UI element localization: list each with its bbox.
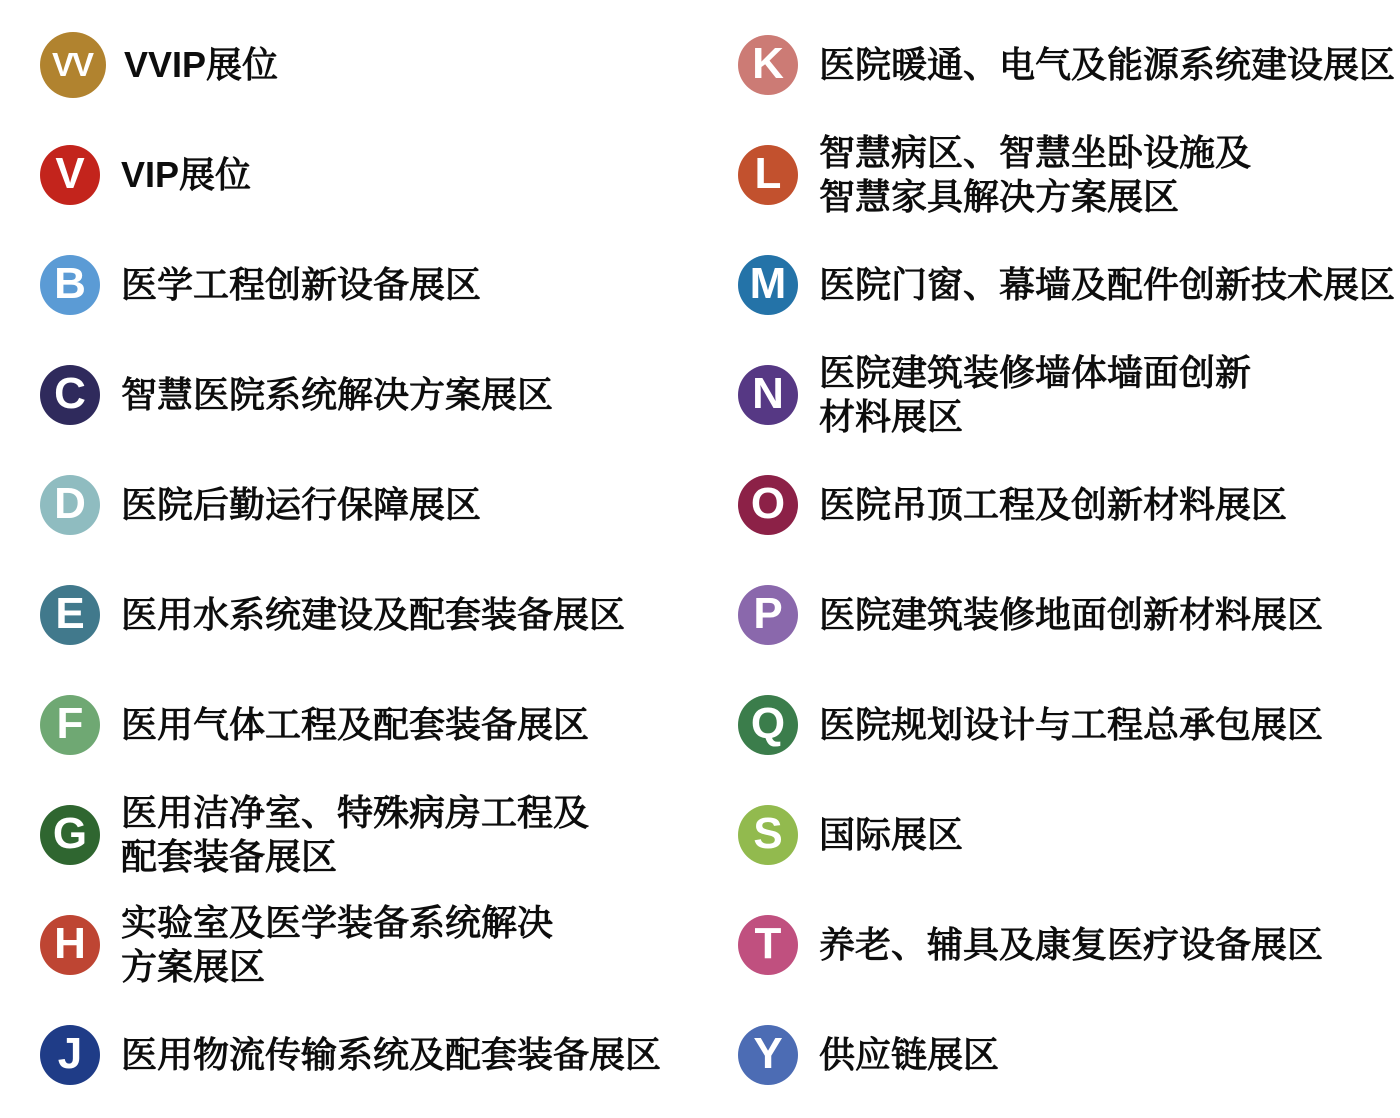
legend-item bbox=[40, 890, 700, 1000]
zone-code: T bbox=[754, 919, 782, 968]
legend-item bbox=[40, 340, 700, 450]
zone-label bbox=[121, 901, 553, 989]
zone-label-line: VVIP展位 bbox=[124, 44, 279, 85]
legend-item bbox=[738, 230, 1398, 340]
zone-code: VV bbox=[51, 45, 93, 83]
zone-badge bbox=[40, 255, 100, 315]
zone-code: D bbox=[54, 479, 86, 528]
zone-badge bbox=[40, 32, 106, 98]
zone-badge bbox=[40, 145, 100, 205]
zone-label-line: 医学工程创新设备展区 bbox=[121, 264, 482, 305]
zone-badge bbox=[738, 365, 798, 425]
zone-label-line: 养老、辅具及康复医疗设备展区 bbox=[819, 924, 1324, 965]
zone-label-line: 医院暖通、电气及能源系统建设展区 bbox=[819, 44, 1396, 85]
zone-label-line: 智慧医院系统解决方案展区 bbox=[121, 374, 554, 415]
legend-item bbox=[40, 780, 700, 890]
zone-code: S bbox=[753, 809, 783, 858]
zone-label-line: 智慧家具解决方案展区 bbox=[819, 176, 1180, 217]
zone-label-line: 医用水系统建设及配套装备展区 bbox=[121, 594, 626, 635]
zone-badge bbox=[40, 365, 100, 425]
legend-column-right bbox=[738, 10, 1398, 1110]
legend-item bbox=[40, 230, 700, 340]
zone-code: O bbox=[750, 479, 786, 528]
zone-code: P bbox=[753, 589, 783, 638]
zone-label bbox=[819, 263, 1395, 307]
zone-label bbox=[819, 483, 1287, 527]
zone-label-line: 医用物流传输系统及配套装备展区 bbox=[121, 1034, 662, 1075]
zone-label bbox=[121, 263, 481, 307]
legend-item bbox=[738, 450, 1398, 560]
zone-badge bbox=[40, 915, 100, 975]
zone-label-line: 医院门窗、幕墙及配件创新技术展区 bbox=[819, 264, 1396, 305]
zone-label-line: 医院吊顶工程及创新材料展区 bbox=[819, 484, 1288, 525]
zone-label-line: 医院建筑装修地面创新材料展区 bbox=[819, 594, 1324, 635]
zone-badge bbox=[738, 805, 798, 865]
zone-label bbox=[124, 43, 278, 87]
legend-item bbox=[40, 670, 700, 780]
legend-item bbox=[738, 560, 1398, 670]
zone-label bbox=[121, 1033, 661, 1077]
zone-label bbox=[121, 153, 251, 197]
legend-item bbox=[738, 780, 1398, 890]
zone-badge bbox=[738, 915, 798, 975]
zone-label bbox=[819, 131, 1251, 219]
zone-label-line: 配套装备展区 bbox=[121, 836, 338, 877]
zone-badge bbox=[40, 475, 100, 535]
legend-item bbox=[738, 1000, 1398, 1110]
zone-badge bbox=[738, 475, 798, 535]
zone-code: G bbox=[52, 809, 88, 858]
zone-badge bbox=[40, 695, 100, 755]
zone-code: N bbox=[752, 369, 784, 418]
zone-badge bbox=[738, 695, 798, 755]
zone-label-line: 材料展区 bbox=[819, 396, 964, 437]
legend-item bbox=[738, 120, 1398, 230]
zone-label bbox=[121, 703, 589, 747]
zone-badge bbox=[738, 145, 798, 205]
zone-badge bbox=[40, 585, 100, 645]
zone-code: B bbox=[54, 259, 86, 308]
zone-badge bbox=[40, 1025, 100, 1085]
zone-label-line: VIP展位 bbox=[121, 154, 252, 195]
zone-label-line: 供应链展区 bbox=[819, 1034, 1000, 1075]
zone-label-line: 方案展区 bbox=[121, 946, 266, 987]
legend-item bbox=[40, 120, 700, 230]
zone-code: Y bbox=[753, 1029, 783, 1078]
zone-code: V bbox=[55, 149, 85, 198]
zone-code: J bbox=[57, 1029, 83, 1078]
legend-item bbox=[738, 10, 1398, 120]
zone-code: H bbox=[54, 919, 86, 968]
zone-label bbox=[819, 43, 1395, 87]
zone-badge bbox=[738, 585, 798, 645]
zone-label bbox=[819, 923, 1323, 967]
zone-label-line: 医院规划设计与工程总承包展区 bbox=[819, 704, 1324, 745]
zone-label bbox=[819, 813, 963, 857]
zone-label-line: 实验室及医学装备系统解决 bbox=[121, 902, 554, 943]
zone-code: C bbox=[54, 369, 86, 418]
legend-item bbox=[40, 450, 700, 560]
zone-code: K bbox=[752, 39, 784, 88]
legend-item bbox=[738, 670, 1398, 780]
zone-label-line: 智慧病区、智慧坐卧设施及 bbox=[819, 132, 1252, 173]
zone-code: L bbox=[754, 149, 782, 198]
zone-label bbox=[121, 791, 589, 879]
legend-item bbox=[738, 340, 1398, 450]
zone-badge bbox=[40, 805, 100, 865]
zone-badge bbox=[738, 35, 798, 95]
zone-badge bbox=[738, 255, 798, 315]
zone-label bbox=[819, 351, 1251, 439]
legend-column-left bbox=[40, 10, 700, 1110]
zone-label bbox=[121, 373, 553, 417]
zone-label bbox=[819, 1033, 999, 1077]
zone-label bbox=[819, 593, 1323, 637]
zone-code: Q bbox=[750, 699, 786, 748]
zone-code: M bbox=[749, 259, 787, 308]
zone-badge bbox=[738, 1025, 798, 1085]
zone-code: F bbox=[56, 699, 84, 748]
legend-item bbox=[738, 890, 1398, 1000]
zone-label bbox=[121, 593, 625, 637]
legend-item bbox=[40, 1000, 700, 1110]
legend-item bbox=[40, 10, 700, 120]
zone-label-line: 医院后勤运行保障展区 bbox=[121, 484, 482, 525]
zone-label-line: 医院建筑装修墙体墙面创新 bbox=[819, 352, 1252, 393]
zone-label-line: 国际展区 bbox=[819, 814, 964, 855]
zone-label-line: 医用洁净室、特殊病房工程及 bbox=[121, 792, 590, 833]
zone-label bbox=[121, 483, 481, 527]
legend-item bbox=[40, 560, 700, 670]
zone-label-line: 医用气体工程及配套装备展区 bbox=[121, 704, 590, 745]
zone-code: E bbox=[55, 589, 85, 638]
zone-label bbox=[819, 703, 1323, 747]
